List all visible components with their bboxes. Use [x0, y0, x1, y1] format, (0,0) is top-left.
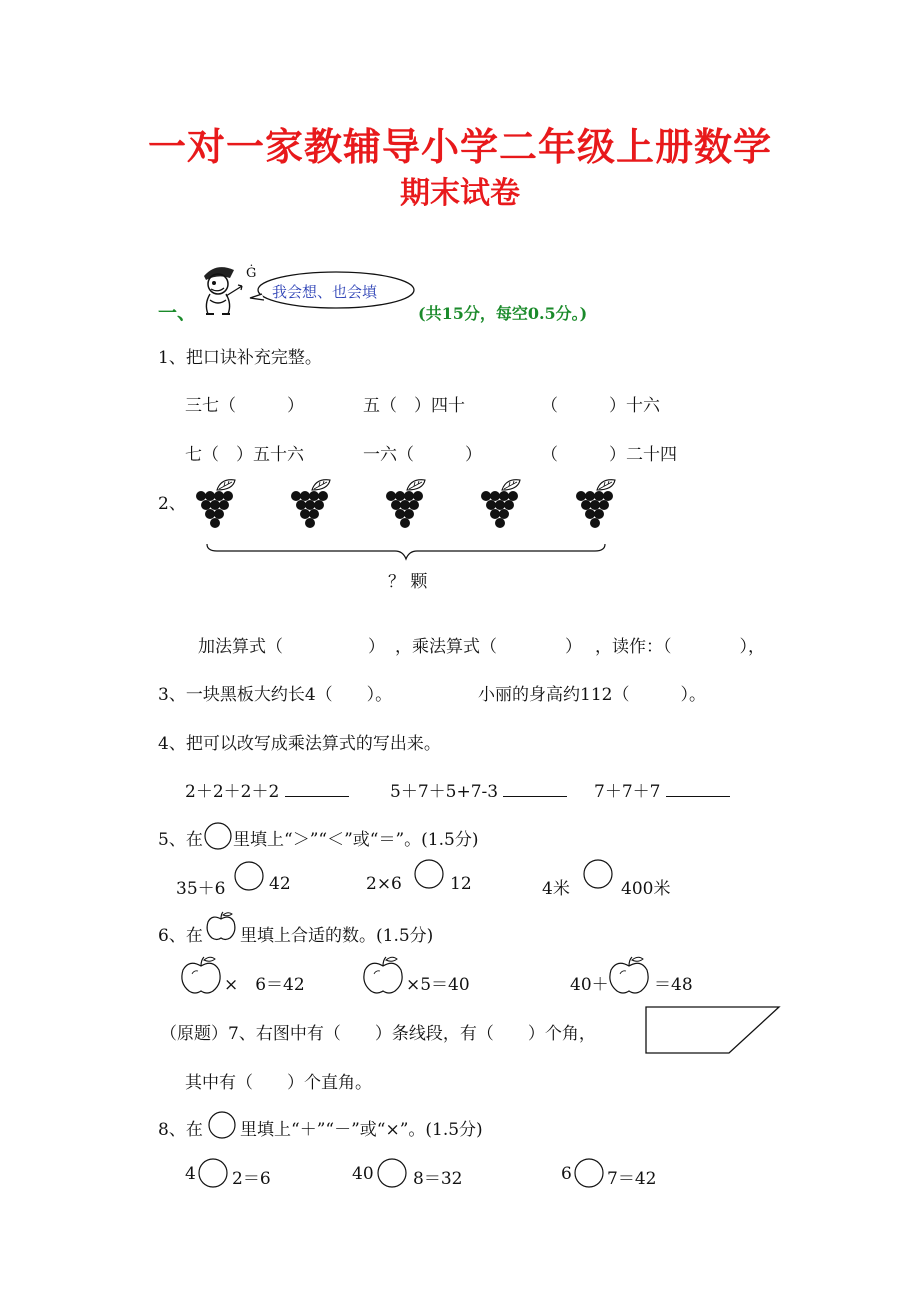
- answer-circle[interactable]: [376, 1157, 408, 1189]
- grape: [309, 509, 319, 519]
- grape: [413, 491, 423, 501]
- brace-label: ？ 颗: [388, 572, 428, 592]
- grape: [404, 509, 414, 519]
- grape: [585, 491, 595, 501]
- grape: [395, 491, 405, 501]
- q4-label: 4、把可以改写成乘法算式的写出来。: [158, 734, 441, 754]
- grape: [495, 518, 505, 528]
- q6-right: × 6＝42: [224, 975, 305, 995]
- grape: [214, 491, 224, 501]
- q1-item: 一六（ ）: [363, 445, 482, 465]
- answer-circle[interactable]: [233, 860, 265, 892]
- grape: [590, 500, 600, 510]
- grape: [400, 500, 410, 510]
- grape: [386, 491, 396, 501]
- grape: [504, 500, 514, 510]
- q8-left: 40: [352, 1164, 374, 1184]
- grape: [481, 491, 491, 501]
- grape: [581, 500, 591, 510]
- q8-right: 2＝6: [232, 1169, 271, 1189]
- grape: [576, 491, 586, 501]
- apple-blank-icon[interactable]: [606, 954, 652, 996]
- q5-right: 12: [450, 874, 472, 894]
- q1-item: 三七（ ）: [185, 396, 304, 416]
- grape: [214, 509, 224, 519]
- q2-add: 加法算式（ ）: [198, 637, 385, 657]
- grape: [590, 518, 600, 528]
- grape: [585, 509, 595, 519]
- grape: [291, 491, 301, 501]
- page-subtitle: 期末试卷: [400, 176, 520, 211]
- q5-right: 42: [269, 874, 291, 894]
- answer-circle[interactable]: [582, 858, 614, 890]
- q3-part1: 3、一块黑板大约长4（ ）。: [158, 685, 393, 705]
- q6-prefix: 6、在: [158, 926, 203, 946]
- grape: [490, 491, 500, 501]
- grape: [300, 491, 310, 501]
- q1-item: 五（ ）四十: [363, 396, 465, 416]
- grape: [391, 500, 401, 510]
- q8-prefix: 8、在: [158, 1120, 203, 1140]
- grape: [305, 500, 315, 510]
- q2-mul: ，乘法算式（ ）: [395, 637, 582, 657]
- q2-read: ，读作：（ ），: [595, 637, 765, 657]
- q1-item: （ ）二十四: [541, 445, 677, 465]
- q4-item: 7＋7＋7: [594, 777, 730, 802]
- q4-item: 5＋7＋5+7-3: [390, 777, 567, 802]
- grape: [499, 509, 509, 519]
- grape: [309, 491, 319, 501]
- circle-icon: [206, 1110, 238, 1140]
- q6-right: ＝48: [654, 975, 693, 995]
- q1-item: 七（ ）五十六: [185, 445, 304, 465]
- grape: [196, 491, 206, 501]
- grape: [404, 491, 414, 501]
- grape: [395, 509, 405, 519]
- mark-glyph: Ġ: [246, 266, 257, 281]
- trapezoid-figure: [645, 1006, 781, 1056]
- section-score: (共15分，每空0.5分。): [418, 304, 588, 323]
- grape: [296, 500, 306, 510]
- apple-blank-icon[interactable]: [360, 954, 406, 996]
- bubble-text: 我会想、也会填: [272, 283, 378, 301]
- apple-blank-icon[interactable]: [178, 954, 224, 996]
- grape: [210, 500, 220, 510]
- grape: [300, 509, 310, 519]
- section-number: 一、: [158, 302, 197, 324]
- answer-circle[interactable]: [197, 1157, 229, 1189]
- q5-instruction: 里填上“＞”“＜”或“＝”。(1.5分): [233, 830, 479, 850]
- q5-left: 2×6: [366, 874, 402, 894]
- q6-instruction: 里填上合适的数。(1.5分): [240, 926, 434, 946]
- grape-bunch-icon: [196, 480, 235, 528]
- grape: [210, 518, 220, 528]
- grape: [223, 491, 233, 501]
- grape-bunch-icon: [291, 480, 330, 528]
- q8-left: 6: [561, 1164, 572, 1184]
- q5-left: 35＋6: [176, 879, 226, 899]
- q6-left: 40＋: [570, 975, 609, 995]
- q5-left: 4米: [542, 879, 570, 899]
- circle-icon: [203, 822, 233, 852]
- grape: [201, 500, 211, 510]
- q1-label: 1、把口诀补充完整。: [158, 348, 322, 368]
- grape: [603, 491, 613, 501]
- brace-icon: [205, 542, 607, 562]
- answer-circle[interactable]: [413, 858, 445, 890]
- grape: [305, 518, 315, 528]
- page-title: 一对一家教辅导小学二年级上册数学: [147, 125, 772, 169]
- q5-prefix: 5、在: [158, 830, 203, 850]
- q7-line2: 其中有（ ）个直角。: [185, 1073, 372, 1093]
- q3-part2: 小丽的身高约112（ ）。: [478, 685, 706, 705]
- grape: [409, 500, 419, 510]
- q6-right: ×5＝40: [406, 975, 470, 995]
- q7-line1: （原题）7、右图中有（ ）条线段，有（ ）个角，: [160, 1024, 596, 1044]
- q8-right: 8＝32: [413, 1169, 463, 1189]
- q8-right: 7＝42: [607, 1169, 657, 1189]
- grape: [219, 500, 229, 510]
- grape-bunch-icon: [481, 480, 520, 528]
- grape: [486, 500, 496, 510]
- grape: [400, 518, 410, 528]
- apple-icon: [204, 910, 238, 942]
- q2-label: 2、: [158, 494, 186, 514]
- grape: [318, 491, 328, 501]
- q8-left: 4: [185, 1164, 196, 1184]
- grape: [205, 491, 215, 501]
- grape-bunch-icon: [576, 480, 615, 528]
- q5-right: 400米: [621, 879, 671, 899]
- grape: [499, 491, 509, 501]
- q1-item: （ ）十六: [541, 396, 660, 416]
- grape: [205, 509, 215, 519]
- q4-item: 2＋2＋2＋2: [185, 777, 349, 802]
- grape: [599, 500, 609, 510]
- grape: [314, 500, 324, 510]
- grape: [594, 491, 604, 501]
- grape: [594, 509, 604, 519]
- answer-circle[interactable]: [573, 1157, 605, 1189]
- grape: [490, 509, 500, 519]
- grape-bunch-icon: [386, 480, 425, 528]
- q8-instruction: 里填上“＋”“－”或“×”。(1.5分): [240, 1120, 483, 1140]
- grape: [508, 491, 518, 501]
- grape: [495, 500, 505, 510]
- grapes-group: [0, 0, 920, 600]
